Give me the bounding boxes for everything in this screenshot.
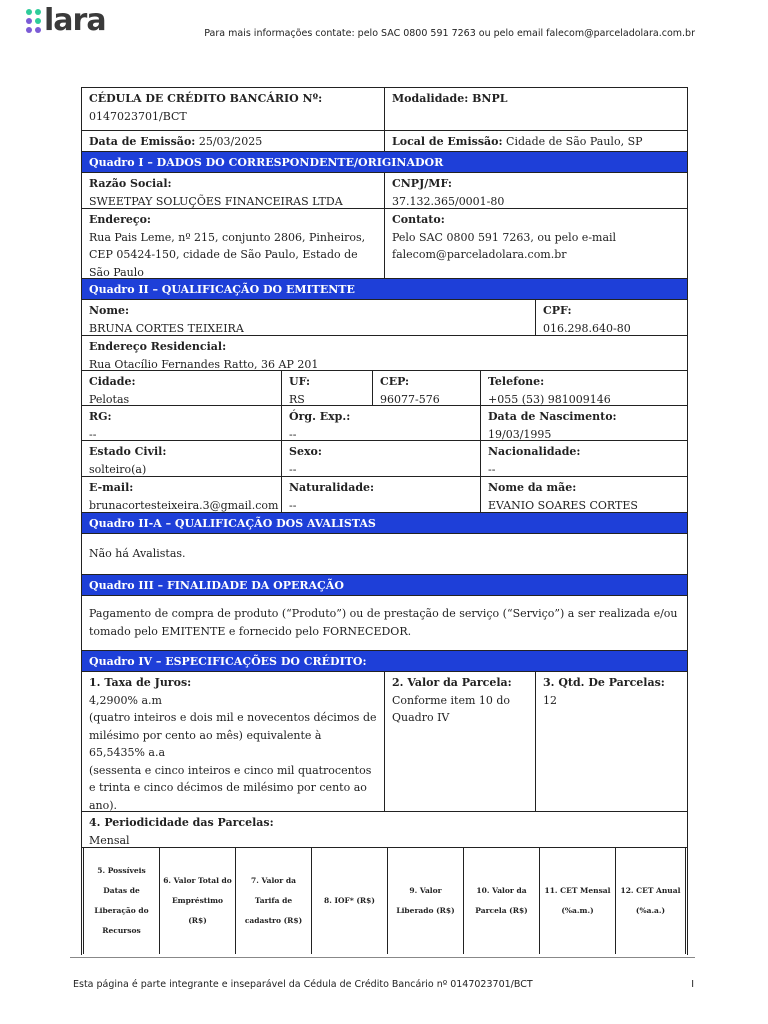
estado-civil-cell [82, 441, 282, 476]
periodicidade-value: Mensal [89, 833, 130, 847]
nacionalidade-label: Nacionalidade: [488, 445, 581, 458]
taxa-juros-cell [82, 672, 385, 811]
data-nascimento-cell [481, 406, 687, 440]
nacionalidade-value: -- [488, 462, 496, 476]
rg-label: RG: [89, 410, 112, 423]
endereco-value: Rua Pais Leme, nº 215, conjunto 2806, Pinheiros, CEP 05424-150, cidade de São Paulo, Estado de São Paulo [89, 230, 366, 279]
col-datas-liberacao: 5. Possíveis Datas de Liberação do Recursos [84, 848, 160, 954]
nome-value: BRUNA CORTES TEIXEIRA [89, 321, 244, 335]
quadro-4-title: Quadro IV – ESPECIFICAÇÕES DO CRÉDITO: [82, 651, 687, 672]
cnpj-cell [385, 173, 687, 208]
rg-cell [82, 406, 282, 440]
taxa-juros-label: 1. Taxa de Juros: [89, 676, 192, 689]
nome-cell [82, 300, 536, 335]
modalidade-cell [385, 88, 687, 130]
col-tarifa-cadastro: 7. Valor da Tarifa de cadastro (R$) [236, 848, 312, 954]
contato-label: Contato: [392, 213, 445, 226]
quadro-2a-title: Quadro II-A – QUALIFICAÇÃO DOS AVALISTAS [82, 513, 687, 534]
finalidade-text: Pagamento de compra de produto (“Produto”) ou de prestação de serviço (“Serviço”) a ser realizada e/ou tomado pelo EMITENTE e fornecido pelo FORNECEDOR. [82, 596, 687, 651]
cpf-label: CPF: [543, 304, 572, 317]
logo-dot [26, 27, 32, 33]
page-number: I [691, 979, 694, 990]
data-emissao-value: 25/03/2025 [195, 135, 263, 148]
orgao-exp-cell [282, 406, 481, 440]
data-emissao-label: Data de Emissão: [89, 135, 196, 148]
uf-label: UF: [289, 375, 311, 388]
orgao-exp-label: Órg. Exp.: [289, 410, 351, 423]
periodicidade-label: 4. Periodicidade das Parcelas: [89, 816, 274, 829]
email-value: brunacortesteixeira.3@gmail.com [89, 498, 279, 512]
col-cet-mensal: 11. CET Mensal (%a.m.) [540, 848, 616, 954]
nome-mae-value: EVANIO SOARES CORTES [488, 498, 638, 512]
sexo-cell [282, 441, 481, 476]
data-nascimento-label: Data de Nascimento: [488, 410, 617, 423]
qtd-parcelas-cell [536, 672, 687, 811]
razao-social-cell [82, 173, 385, 208]
qtd-parcelas-label: 3. Qtd. De Parcelas: [543, 676, 665, 689]
nome-label: Nome: [89, 304, 130, 317]
col-valor-liberado: 9. Valor Liberado (R$) [388, 848, 464, 954]
cnpj-label: CNPJ/MF: [392, 177, 452, 190]
cnpj-value: 37.132.365/0001-80 [392, 194, 505, 208]
email-cell [82, 477, 282, 512]
local-emissao-value: Cidade de São Paulo, SP [502, 135, 643, 148]
periodicidade-cell [82, 812, 687, 847]
modalidade: Modalidade: BNPL [392, 92, 508, 105]
quadro-2-title: Quadro II – QUALIFICAÇÃO DO EMITENTE [82, 279, 687, 300]
cep-label: CEP: [380, 375, 410, 388]
logo-text: lara [44, 3, 106, 38]
endereco-residencial-value: Rua Otacílio Fernandes Ratto, 36 AP 201 [89, 357, 319, 371]
endereco-cell [82, 209, 385, 278]
cpf-cell [536, 300, 687, 335]
cep-value: 96077-576 [380, 392, 440, 406]
cidade-value: Pelotas [89, 392, 130, 406]
razao-social-value: SWEETPAY SOLUÇÕES FINANCEIRAS LTDA [89, 194, 343, 208]
local-emissao-label: Local de Emissão: [392, 135, 503, 148]
telefone-value: +055 (53) 981009146 [488, 392, 611, 406]
naturalidade-value: -- [289, 498, 297, 512]
cpf-value: 016.298.640-80 [543, 321, 631, 335]
rg-value: -- [89, 427, 97, 441]
endereco-residencial-label: Endereço Residencial: [89, 340, 227, 353]
logo-dot [26, 9, 32, 15]
taxa-ano: 65,5435% a.a [89, 746, 166, 759]
valor-parcela-value: Conforme item 10 do Quadro IV [392, 693, 511, 724]
quadro-3-title: Quadro III – FINALIDADE DA OPERAÇÃO [82, 575, 687, 596]
col-valor-parcela: 10. Valor da Parcela (R$) [464, 848, 540, 954]
cedula-number-cell [82, 88, 385, 130]
nome-mae-label: Nome da mãe: [488, 481, 577, 494]
col-valor-total: 6. Valor Total do Empréstimo (R$) [160, 848, 236, 954]
cidade-label: Cidade: [89, 375, 136, 388]
lara-logo [26, 3, 106, 38]
header-contact: Para mais informações contate: pelo SAC 0800 591 7263 ou pelo email falecom@parceladolara.com.br [204, 28, 695, 39]
nacionalidade-cell [481, 441, 687, 476]
qtd-parcelas-value: 12 [543, 693, 557, 707]
cep-cell [373, 371, 481, 405]
logo-dot [35, 9, 41, 15]
logo-dot [26, 18, 32, 24]
logo-dot [35, 18, 41, 24]
naturalidade-cell [282, 477, 481, 512]
valor-parcela-label: 2. Valor da Parcela: [392, 676, 512, 689]
naturalidade-label: Naturalidade: [289, 481, 375, 494]
footer-text: Esta página é parte integrante e inseparável da Cédula de Crédito Bancário nº 0147023701/BCT [73, 979, 533, 990]
endereco-label: Endereço: [89, 213, 151, 226]
cedula-title: CÉDULA DE CRÉDITO BANCÁRIO Nº: [89, 92, 323, 105]
uf-cell [282, 371, 373, 405]
telefone-cell [481, 371, 687, 405]
avalistas-text: Não há Avalistas. [82, 534, 687, 575]
sexo-label: Sexo: [289, 445, 322, 458]
contato-value: Pelo SAC 0800 591 7263, ou pelo e-mail falecom@parceladolara.com.br [392, 230, 617, 261]
data-emissao-cell [82, 131, 385, 151]
orgao-exp-value: -- [289, 427, 297, 441]
sexo-value: -- [289, 462, 297, 476]
nome-mae-cell [481, 477, 687, 512]
taxa-ano-extenso: (sessenta e cinco inteiros e cinco mil quatrocentos e trinta e cinco décimos de milésimo por cento ao ano). [89, 763, 372, 812]
email-label: E-mail: [89, 481, 134, 494]
razao-social-label: Razão Social: [89, 177, 172, 190]
logo-dots-icon [26, 9, 41, 33]
local-emissao-cell [385, 131, 687, 151]
footer-divider [70, 957, 695, 958]
col-iof: 8. IOF* (R$) [312, 848, 388, 954]
col-cet-anual: 12. CET Anual (%a.a.) [620, 886, 681, 915]
estado-civil-value: solteiro(a) [89, 462, 147, 476]
quadro-1-title: Quadro I – DADOS DO CORRESPONDENTE/ORIGINADOR [82, 152, 687, 173]
endereco-residencial-cell [82, 336, 687, 370]
taxa-mes: 4,2900% a.m [89, 693, 162, 707]
estado-civil-label: Estado Civil: [89, 445, 167, 458]
telefone-label: Telefone: [488, 375, 545, 388]
logo-dot [35, 27, 41, 33]
contato-cell [385, 209, 687, 278]
uf-value: RS [289, 392, 305, 406]
cedula-number: 0147023701/BCT [89, 109, 187, 123]
cidade-cell [82, 371, 282, 405]
valor-parcela-cell [385, 672, 536, 811]
data-nascimento-value: 19/03/1995 [488, 427, 552, 441]
cedula-document [81, 87, 688, 955]
taxa-mes-extenso: (quatro inteiros e dois mil e novecentos décimos de milésimo por cento ao mês) equivalente à [89, 711, 377, 742]
